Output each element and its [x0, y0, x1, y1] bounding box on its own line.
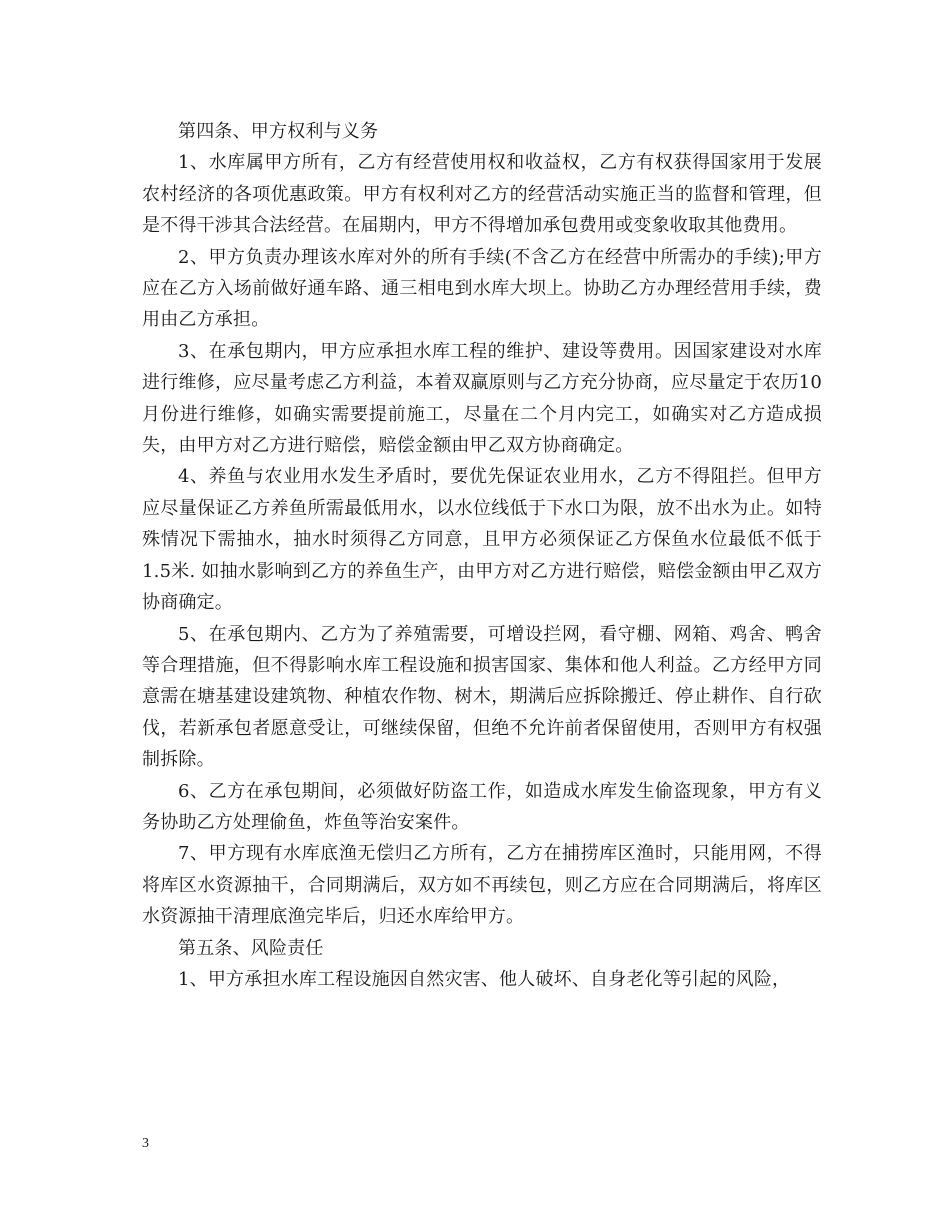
section-heading: 第五条、风险责任 — [178, 937, 324, 959]
paragraph: 4、养鱼与农业用水发生矛盾时，要优先保证农业用水，乙方不得阻拦。但甲方应尽量保证乙方养鱼所需最低用水，以水位线低于下水口为限，放不出水为止。如特殊情况下需抽水，抽水时须得乙方同意，且甲方必须保证乙方保鱼水位最低不低于1.5米. 如抽水影响到乙方的养鱼生产，由甲方对乙方进行赔偿，赔偿金额由甲乙双方协商确定。 — [142, 466, 822, 614]
paragraph: 2、甲方负责办理该水库对外的所有手续(不含乙方在经营中所需办的手续);甲方应在乙方入场前做好通车路、通三相电到水库大坝上。协助乙方办理经营用手续，费用由乙方承担。 — [142, 246, 822, 331]
paragraph: 3、在承包期内，甲方应承担水库工程的维护、建设等费用。因国家建设对水库进行维修，应尽量考虑乙方利益，本着双赢原则与乙方充分协商，应尽量定于农历10月份进行维修，如确实需要提前施工，尽量在二个月内完工，如确实对乙方造成损失，由甲方对乙方进行赔偿，赔偿金额由甲乙双方协商确定。 — [142, 340, 822, 457]
paragraph: 1、甲方承担水库工程设施因自然灾害、他人破坏、自身老化等引起的风险， — [178, 968, 791, 990]
paragraph: 1、水库属甲方所有，乙方有经营使用权和收益权，乙方有权获得国家用于发展农村经济的各项优惠政策。甲方有权利对乙方的经营活动实施正当的监督和管理，但是不得干涉其合法经营。在届期内，甲方不得增加承包费用或变象收取其他费用。 — [142, 152, 822, 237]
section-heading: 第四条、甲方权利与义务 — [178, 121, 379, 142]
page-number: 3 — [142, 1136, 149, 1151]
paragraph: 6、乙方在承包期间，必须做好防盗工作，如造成水库发生偷盗现象，甲方有义务协助乙方处理偷鱼，炸鱼等治安案件。 — [142, 780, 822, 833]
paragraph: 7、甲方现有水库底渔无偿归乙方所有，乙方在捕捞库区渔时，只能用网，不得将库区水资源抽干，合同期满后，双方如不再续包，则乙方应在合同期满后，将库区水资源抽干清理底渔完毕后，归还水库给甲方。 — [142, 843, 822, 928]
document-body — [142, 116, 822, 995]
paragraph: 5、在承包期内、乙方为了养殖需要，可增设拦网，看守棚、网箱、鸡舍、鸭舍等合理措施，但不得影响水库工程设施和损害国家、集体和他人利益。乙方经甲方同意需在塘基建设建筑物、种植农作物、树木，期满后应拆除搬迁、停止耕作、自行砍伐，若新承包者愿意受让，可继续保留，但绝不允许前者保留使用，否则甲方有权强制拆除。 — [142, 623, 822, 771]
